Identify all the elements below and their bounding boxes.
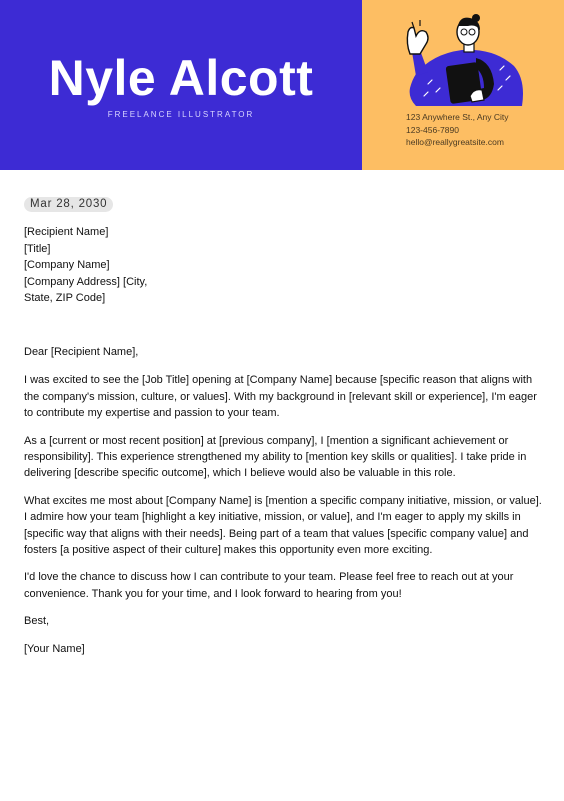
recipient-name: [Recipient Name] bbox=[24, 226, 109, 238]
letter-greeting: Dear [Recipient Name], bbox=[24, 346, 139, 358]
contact-address: 123 Anywhere St., Any City bbox=[406, 112, 509, 122]
header-contact-panel bbox=[362, 0, 564, 170]
illustrator-person-illustration bbox=[402, 14, 530, 108]
letter-body bbox=[24, 344, 546, 668]
recipient-address-line2: State, ZIP Code] bbox=[24, 292, 106, 304]
job-role: FREELANCE ILLUSTRATOR bbox=[107, 110, 255, 119]
letter-closing: Best, bbox=[24, 615, 50, 628]
letter-signature: [Your Name] bbox=[24, 642, 85, 655]
contact-info bbox=[406, 111, 509, 149]
recipient-title: [Title] bbox=[24, 242, 51, 255]
letter-paragraph: I was excited to see the [Job Title] opening at [Company Name] because [specific reason that aligns with the company's mission, culture, or values]. With my background in [relevant skill or experience], I'm eager to contribute my expertise and passion to your team. bbox=[24, 374, 537, 420]
recipient-address-line1: [Company Address] [City, bbox=[24, 275, 148, 288]
contact-phone: 123-456-7890 bbox=[406, 124, 459, 135]
letter-paragraph: As a [current or most recent position] at [previous company], I [mention a significant achievement or responsibility]. This experience strengthened my ability to [mention key skills or qualities]. I take pride in delivering [describe specific outcome], which I believe would also be valuable in this role. bbox=[24, 434, 527, 480]
applicant-name: Nyle Alcott bbox=[48, 50, 314, 106]
header-name-panel bbox=[0, 0, 362, 170]
letter-date: Mar 28, 2030 bbox=[24, 197, 113, 212]
letter-paragraph: I'd love the chance to discuss how I can contribute to your team. Please feel free to reach out at your convenience. Thank you for your time, and I look forward to hearing from you! bbox=[24, 571, 514, 600]
contact-email: hello@reallygreatsite.com bbox=[406, 137, 504, 147]
recipient-block bbox=[24, 224, 147, 307]
recipient-company: [Company Name] bbox=[24, 259, 110, 271]
letter-paragraph: What excites me most about [Company Name] is [mention a specific company initiative, mission, or value]. I admire how your team [highlight a key initiative, mission, or value], and I'm eager to apply my skills in [specific way that aligns with their needs]. Being part of a team that values [specific company value] and fosters [a positive aspect of their culture] makes this opportunity even more exciting. bbox=[24, 494, 542, 557]
